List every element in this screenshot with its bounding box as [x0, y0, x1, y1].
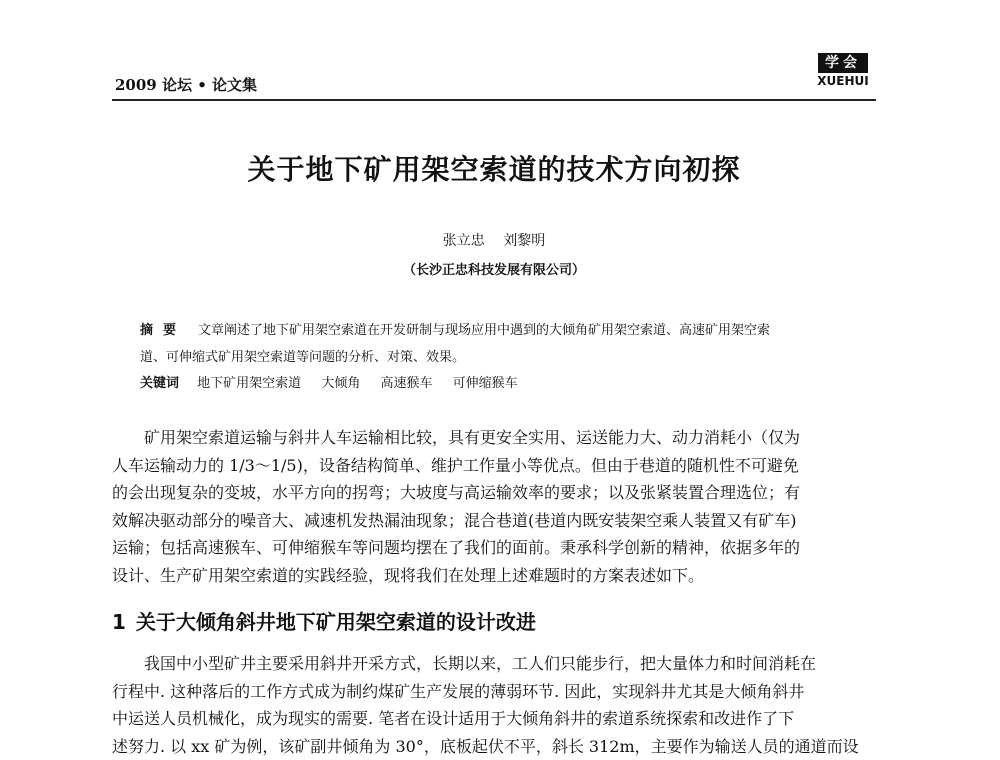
logo-cn: 学会: [818, 53, 868, 73]
paragraph-line: 行程中. 这种落后的工作方式成为制约煤矿生产发展的薄弱环节. 因此，实现斜井尤其是大倾角斜井: [112, 678, 882, 706]
section-1-heading: [112, 606, 536, 635]
paper-title: 关于地下矿用架空索道的技术方向初探: [112, 148, 876, 188]
paragraph-line: 效解决驱动部分的噪音大、减速机发热漏油现象；混合巷道(巷道内既安装架空乘人装置又有矿车): [112, 507, 882, 535]
paper-affiliation: （长沙正忠科技发展有限公司）: [112, 259, 876, 278]
journal-header: 2009 论坛 • 论文集: [115, 74, 257, 95]
abstract-line-2: 道、可伸缩式矿用架空索道等问题的分析、对策、效果。: [140, 344, 880, 371]
body-paragraph-2: [112, 650, 882, 760]
keywords: [140, 372, 880, 391]
header-rule: [112, 99, 876, 101]
paragraph-line: 中运送人员机械化，成为现实的需要. 笔者在设计适用于大倾角斜井的索道系统探索和改进作了下: [112, 705, 882, 733]
paragraph-line: 设计、生产矿用架空索道的实践经验，现将我们在处理上述难题时的方案表述如下。: [112, 562, 882, 590]
paragraph-line: 的会出现复杂的变坡，水平方向的拐弯；大坡度与高运输效率的要求；以及张紧装置合理选位；有: [112, 479, 882, 507]
abstract-label: 摘要: [140, 323, 186, 338]
paragraph-line: 述努力. 以 xx 矿为例，该矿副井倾角为 30°，底板起伏不平，斜长 312m，主要作为输送人员的通道而设: [112, 733, 882, 760]
abstract-line-1: 文章阐述了地下矿用架空索道在开发研制与现场应用中遇到的大倾角矿用架空索道、高速矿用架空索: [198, 323, 770, 338]
section-title: 关于大倾角斜井地下矿用架空索道的设计改进: [136, 610, 536, 634]
paragraph-line: 运输；包括高速猴车、可伸缩猴车等问题均摆在了我们的面前。秉承科学创新的精神，依据多年的: [112, 534, 882, 562]
logo-en: XUEHUI: [810, 74, 876, 88]
body-paragraph-1: [112, 424, 882, 589]
keyword-item: 地下矿用架空索道: [197, 376, 301, 391]
keyword-item: 大倾角: [321, 376, 360, 391]
xuehui-logo: [810, 52, 876, 88]
keyword-item: 高速猴车: [380, 376, 432, 391]
paragraph-line: 我国中小型矿井主要采用斜井开采方式，长期以来，工人们只能步行，把大量体力和时间消耗在: [112, 650, 882, 678]
paragraph-line: 矿用架空索道运输与斜井人车运输相比较，具有更安全实用、运送能力大、动力消耗小（仅为: [112, 424, 882, 452]
keywords-label: 关键词: [140, 376, 179, 391]
paper-authors: 张立忠 刘黎明: [112, 230, 876, 250]
paragraph-line: 人车运输动力的 1/3～1/5)，设备结构简单、维护工作量小等优点。但由于巷道的随机性不可避免: [112, 452, 882, 480]
abstract: [140, 317, 880, 371]
section-number: 1: [112, 610, 126, 634]
keyword-item: 可伸缩猴车: [453, 376, 518, 391]
